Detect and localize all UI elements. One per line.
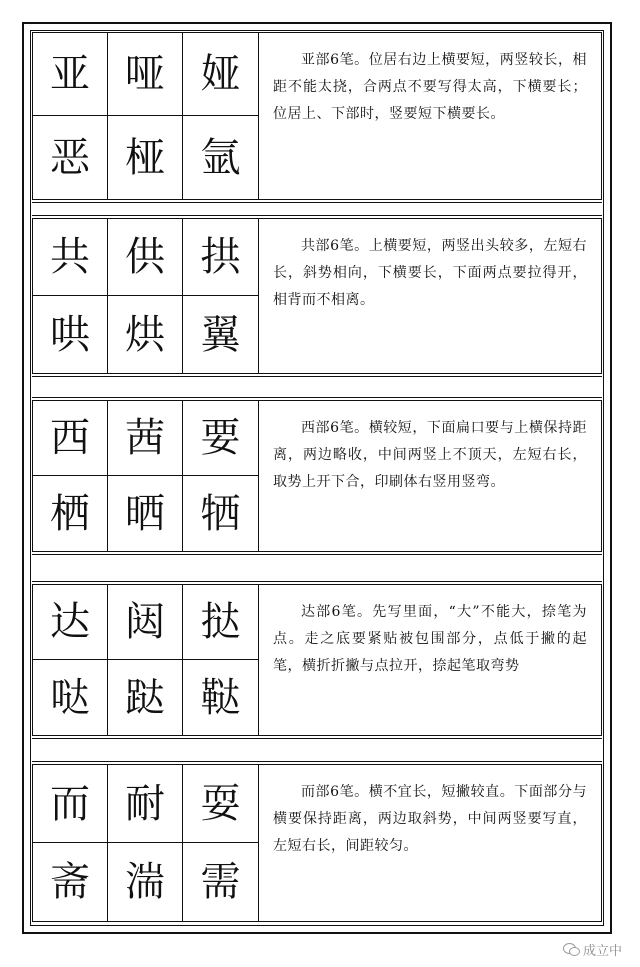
char-cell: 翼 — [200, 311, 241, 358]
divider-band — [32, 738, 602, 762]
char-cell: 跶 — [108, 660, 183, 735]
char-cell: 耍 — [183, 765, 258, 843]
char-cell: 茜 — [108, 401, 183, 476]
char-cell: 要 — [183, 401, 258, 476]
char-grid — [33, 33, 259, 199]
char-grid — [33, 585, 259, 735]
char-cell: 栖 — [33, 476, 108, 551]
char-cell: 耐 — [108, 765, 183, 843]
char-cell: 哒 — [33, 660, 108, 735]
char-cell: 哄 — [33, 296, 108, 373]
char-cell: 斋 — [33, 843, 108, 921]
page-sheet — [22, 22, 612, 934]
char-cell: 湍 — [108, 843, 183, 921]
char-cell: 晒 — [108, 476, 183, 551]
watermark — [563, 940, 622, 959]
divider-band — [32, 202, 602, 216]
char-cell: 恶 — [33, 116, 108, 199]
section-ya — [32, 32, 602, 200]
char-cell: 而 — [33, 765, 108, 843]
section-description: 西部6笔。横较短，下面扁口要与上横保持距离，两边略收，中间两竖上不顶天，左短右长，取势上开下合，印刷体右竖用竖弯。 — [273, 420, 587, 490]
char-cell: 哑 — [108, 33, 183, 116]
char-cell: 娅 — [183, 33, 258, 116]
section-gong — [32, 218, 602, 374]
watermark-text: 成立中 — [582, 944, 622, 959]
char-cell: 需 — [200, 859, 241, 905]
section-xi — [32, 400, 602, 552]
char-cell: 达 — [33, 585, 108, 660]
section-description: 而部6笔。横不宜长，短撇较直。下面部分与横要保持距离，两边取斜势，中间两竖要写直，左短右长，间距较匀。 — [273, 784, 587, 854]
wechat-icon — [563, 943, 579, 956]
char-cell: 鞑 — [200, 674, 241, 721]
char-cell: 共 — [33, 219, 108, 296]
char-cell: 亚 — [33, 33, 108, 116]
divider-band — [32, 554, 602, 582]
char-grid — [33, 219, 259, 373]
section-description: 共部6笔。上横要短，两竖出头较多，左短右长，斜势相向，下横要长，下面两点要拉得开，相背而不相离。 — [273, 238, 587, 308]
char-grid — [33, 401, 259, 551]
divider-band — [32, 376, 602, 398]
char-cell: 挞 — [183, 585, 258, 660]
char-cell: 氩 — [200, 134, 241, 181]
char-cell: 闼 — [108, 585, 183, 660]
char-cell: 供 — [108, 219, 183, 296]
section-description: 达部6笔。先写里面，“大”不能大，捺笔为点。走之底要紧贴被包围部分，点低于撇的起笔，横折折撇与点拉开，捺起笔取弯势 — [273, 604, 587, 674]
char-cell: 西 — [33, 401, 108, 476]
section-er — [32, 764, 602, 922]
section-description: 亚部6笔。位居右边上横要短，两竖较长，相距不能太挠，合两点不要写得太高，下横要长；位居上、下部时，竖要短下横要长。 — [273, 52, 587, 122]
char-cell: 拱 — [183, 219, 258, 296]
char-cell: 烘 — [108, 296, 183, 373]
char-cell: 桠 — [108, 116, 183, 199]
section-da — [32, 584, 602, 736]
char-cell: 牺 — [200, 490, 241, 537]
char-grid — [33, 765, 259, 921]
